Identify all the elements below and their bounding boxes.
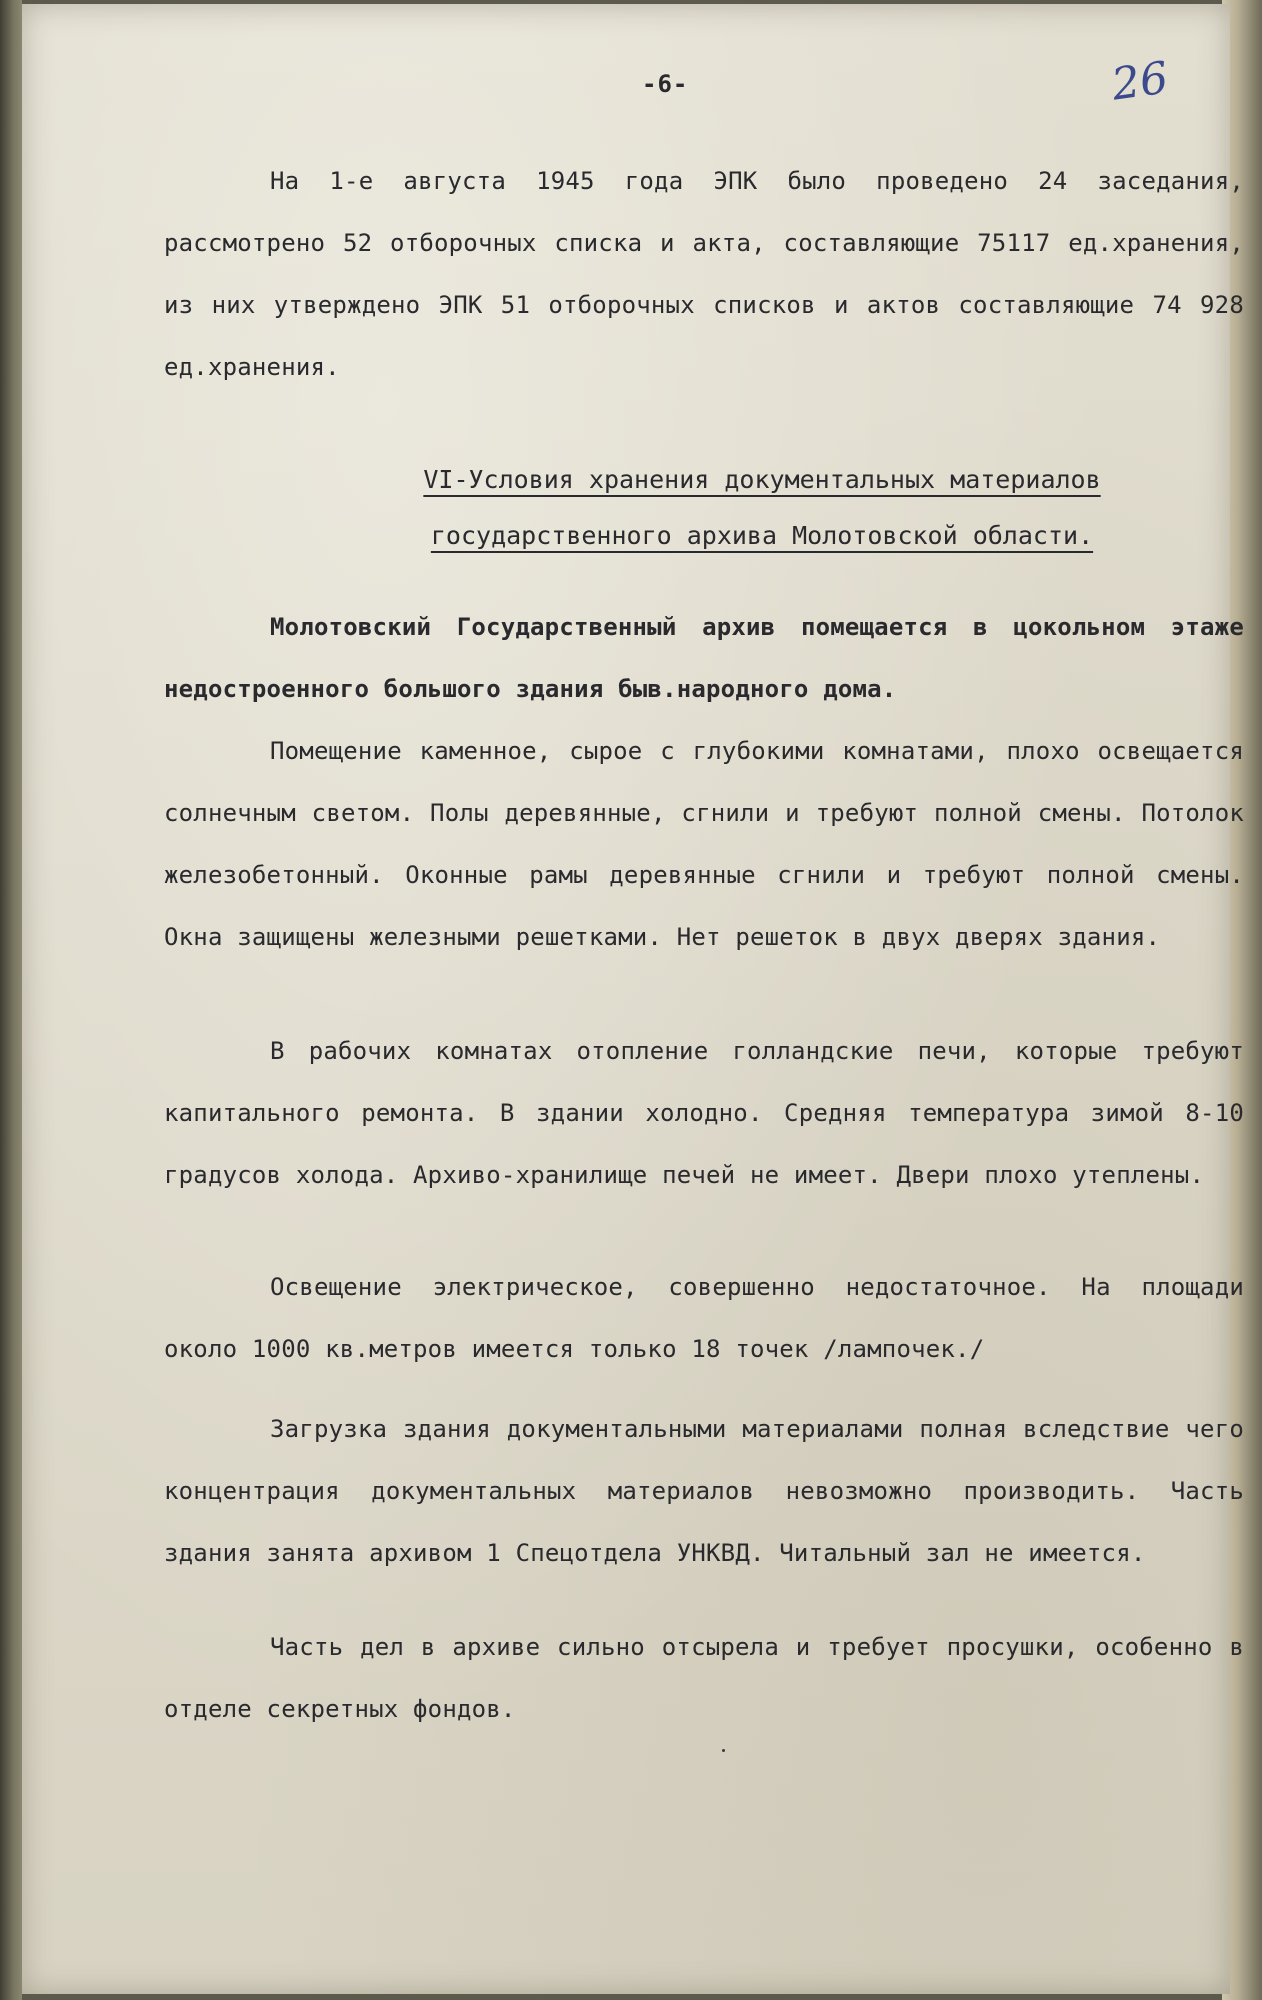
- paragraph-storage-load: Загрузка здания документальными материалами полная вследствие чего концентрация документальных материалов невозможно производить. Часть здания занята архивом 1 Спецотдела УНКВД. Читальный зал не имеется.: [164, 1415, 1244, 1567]
- ink-speck: [722, 1749, 725, 1752]
- document-page: [22, 4, 1244, 1994]
- paragraph-damp-files: Часть дел в архиве сильно отсырела и требует просушки, особенно в отделе секретных фондов.: [164, 1633, 1244, 1723]
- paragraph-lighting: Освещение электрическое, совершенно недостаточное. На площади около 1000 кв.метров имеется только 18 точек /лампочек./: [164, 1273, 1244, 1363]
- paragraph-heating: В рабочих комнатах отопление голландские печи, которые требуют капитального ремонта. В здании холодно. Средняя температура зимой 8-10 градусов холода. Архиво-хранилище печей не имеет. Двери плохо утеплены.: [164, 1037, 1244, 1189]
- section-heading-line-2: государственного архива Молотовской области.: [430, 521, 1094, 550]
- section-heading: [282, 452, 1242, 564]
- section-heading-line-1: VI-Условия хранения документальных материалов: [423, 465, 1101, 494]
- book-binding: [0, 0, 22, 2000]
- intro-paragraph: На 1-е августа 1945 года ЭПК было проведено 24 заседания, рассмотрено 52 отборочных списка и акта, составляющие 75117 ед.хранения, из них утверждено ЭПК 51 отборочных списков и актов составляющие 74 928 ед.хранения.: [164, 167, 1244, 381]
- archive-sheet-number: 26: [1108, 52, 1172, 111]
- paragraph-premises-condition: Помещение каменное, сырое с глубокими комнатами, плохо освещается солнечным светом. Полы деревянные, сгнили и требуют полной смены. Потолок железобетонный. Оконные рамы деревянные сгнили и требуют полной смены. Окна защищены железными решетками. Нет решеток в двух дверях здания.: [164, 737, 1244, 951]
- paragraph-archive-location: Молотовский Государственный архив помещается в цокольном этаже недостроенного большого здания быв.народного дома.: [164, 613, 1244, 703]
- page-number: -6-: [642, 70, 689, 98]
